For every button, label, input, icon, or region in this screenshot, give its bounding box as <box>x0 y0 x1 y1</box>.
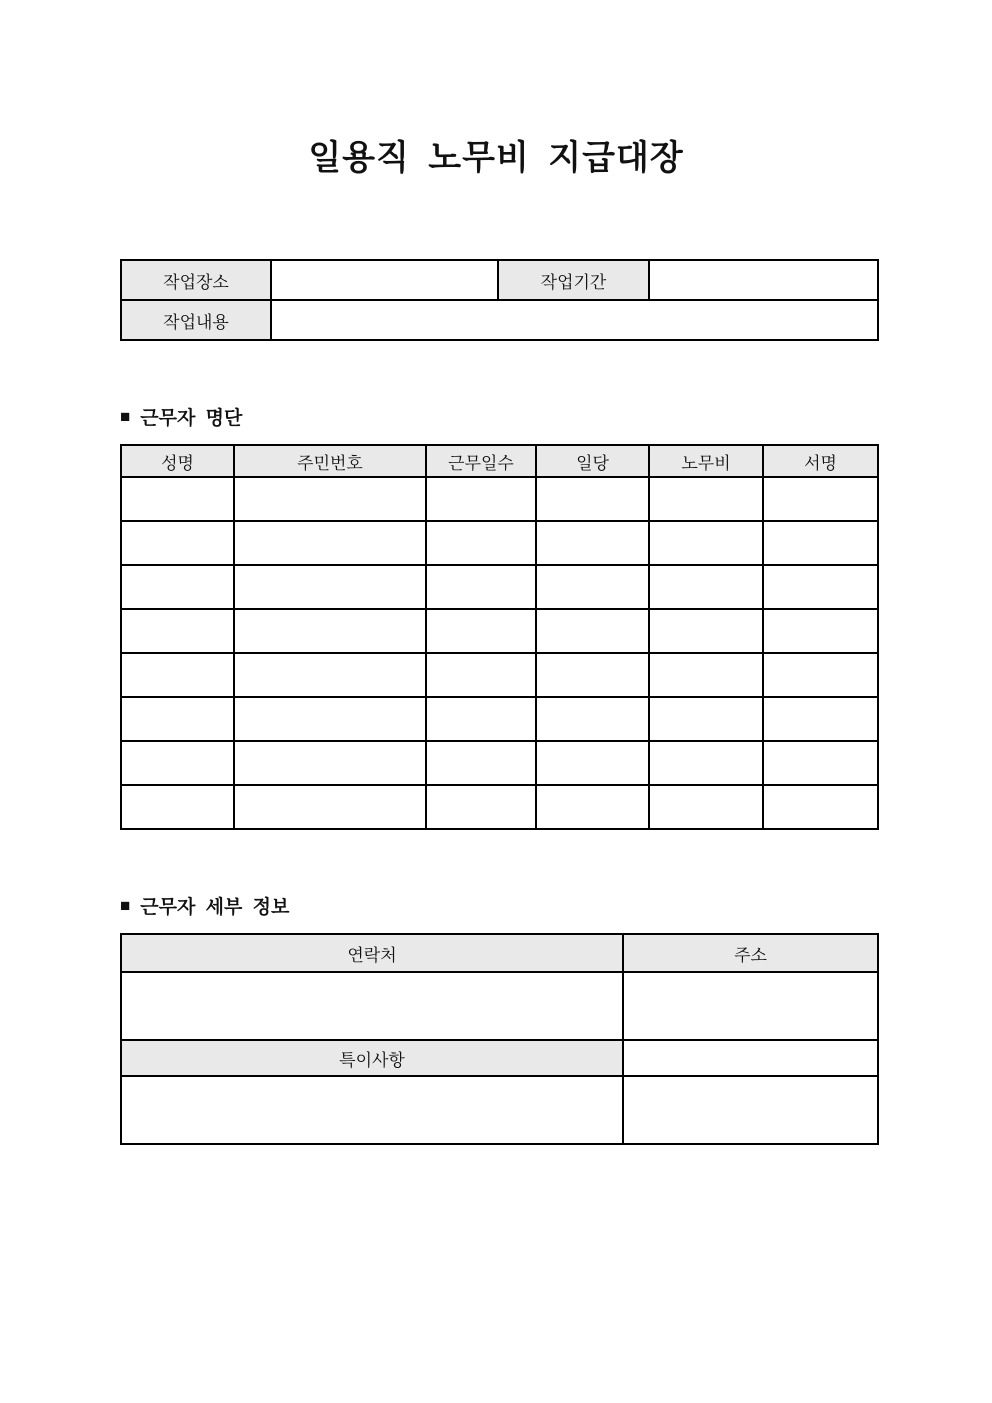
worker-list-heading-label: 근무자 명단 <box>140 408 243 429</box>
resident-id-cell[interactable] <box>234 521 426 565</box>
worker-detail-heading-label: 근무자 세부 정보 <box>140 897 290 918</box>
daily-wage-cell[interactable] <box>536 653 649 697</box>
signature-cell[interactable] <box>763 477 878 521</box>
work-place-input[interactable] <box>271 260 498 300</box>
signature-cell[interactable] <box>763 565 878 609</box>
daily-wage-cell[interactable] <box>536 565 649 609</box>
daily-wage-cell[interactable] <box>536 741 649 785</box>
labor-cost-cell[interactable] <box>649 521 763 565</box>
work-days-cell[interactable] <box>426 477 536 521</box>
name-cell[interactable] <box>121 653 234 697</box>
signature-cell[interactable] <box>763 785 878 829</box>
work-info-table <box>120 259 879 341</box>
labor-cost-cell[interactable] <box>649 697 763 741</box>
work-days-cell[interactable] <box>426 741 536 785</box>
worker-row <box>121 697 878 741</box>
name-cell[interactable] <box>121 521 234 565</box>
contact-label: 연락처 <box>121 934 623 972</box>
daily-wage-cell[interactable] <box>536 697 649 741</box>
name-cell[interactable] <box>121 697 234 741</box>
column-header-name: 성명 <box>121 445 234 477</box>
resident-id-cell[interactable] <box>234 609 426 653</box>
labor-cost-cell[interactable] <box>649 609 763 653</box>
work-days-cell[interactable] <box>426 565 536 609</box>
work-days-cell[interactable] <box>426 521 536 565</box>
name-cell[interactable] <box>121 477 234 521</box>
contact-input[interactable] <box>121 972 623 1040</box>
work-content-label: 작업내용 <box>121 300 271 340</box>
worker-row <box>121 653 878 697</box>
work-info-row-1 <box>121 260 878 300</box>
address-bottom-input[interactable] <box>623 1076 878 1144</box>
resident-id-cell[interactable] <box>234 697 426 741</box>
column-header-labor-cost: 노무비 <box>649 445 763 477</box>
labor-cost-cell[interactable] <box>649 653 763 697</box>
worker-list-table <box>120 444 879 830</box>
worker-row <box>121 785 878 829</box>
detail-notes-header-row <box>121 1040 878 1076</box>
notes-label: 특이사항 <box>121 1040 623 1076</box>
work-period-input[interactable] <box>649 260 878 300</box>
column-header-resident-id: 주민번호 <box>234 445 426 477</box>
notes-side-input[interactable] <box>623 1040 878 1076</box>
column-header-signature: 서명 <box>763 445 878 477</box>
signature-cell[interactable] <box>763 697 878 741</box>
daily-wage-cell[interactable] <box>536 521 649 565</box>
name-cell[interactable] <box>121 609 234 653</box>
section-heading-worker-detail <box>120 892 992 919</box>
daily-wage-cell[interactable] <box>536 477 649 521</box>
signature-cell[interactable] <box>763 609 878 653</box>
daily-wage-cell[interactable] <box>536 609 649 653</box>
resident-id-cell[interactable] <box>234 565 426 609</box>
resident-id-cell[interactable] <box>234 785 426 829</box>
work-days-cell[interactable] <box>426 609 536 653</box>
detail-value-row <box>121 972 878 1040</box>
work-days-cell[interactable] <box>426 697 536 741</box>
column-header-daily-wage: 일당 <box>536 445 649 477</box>
resident-id-cell[interactable] <box>234 741 426 785</box>
signature-cell[interactable] <box>763 741 878 785</box>
signature-cell[interactable] <box>763 521 878 565</box>
work-info-row-2 <box>121 300 878 340</box>
worker-row <box>121 521 878 565</box>
resident-id-cell[interactable] <box>234 477 426 521</box>
worker-list-header-row <box>121 445 878 477</box>
name-cell[interactable] <box>121 741 234 785</box>
labor-cost-cell[interactable] <box>649 477 763 521</box>
section-heading-worker-list <box>120 403 992 430</box>
signature-cell[interactable] <box>763 653 878 697</box>
worker-detail-table <box>120 933 879 1145</box>
work-content-input[interactable] <box>271 300 878 340</box>
work-place-label: 작업장소 <box>121 260 271 300</box>
work-period-label: 작업기간 <box>498 260 649 300</box>
name-cell[interactable] <box>121 785 234 829</box>
labor-cost-cell[interactable] <box>649 741 763 785</box>
worker-row <box>121 741 878 785</box>
name-cell[interactable] <box>121 565 234 609</box>
address-input[interactable] <box>623 972 878 1040</box>
detail-notes-value-row <box>121 1076 878 1144</box>
page-title: 일용직 노무비 지급대장 <box>308 139 684 177</box>
worker-row <box>121 477 878 521</box>
labor-cost-cell[interactable] <box>649 785 763 829</box>
labor-cost-cell[interactable] <box>649 565 763 609</box>
worker-row <box>121 565 878 609</box>
worker-row <box>121 609 878 653</box>
resident-id-cell[interactable] <box>234 653 426 697</box>
work-days-cell[interactable] <box>426 653 536 697</box>
daily-wage-cell[interactable] <box>536 785 649 829</box>
detail-header-row <box>121 934 878 972</box>
section-bullet-icon: ■ <box>120 407 131 426</box>
notes-input[interactable] <box>121 1076 623 1144</box>
section-bullet-icon: ■ <box>120 896 131 915</box>
work-days-cell[interactable] <box>426 785 536 829</box>
column-header-work-days: 근무일수 <box>426 445 536 477</box>
address-label: 주소 <box>623 934 878 972</box>
